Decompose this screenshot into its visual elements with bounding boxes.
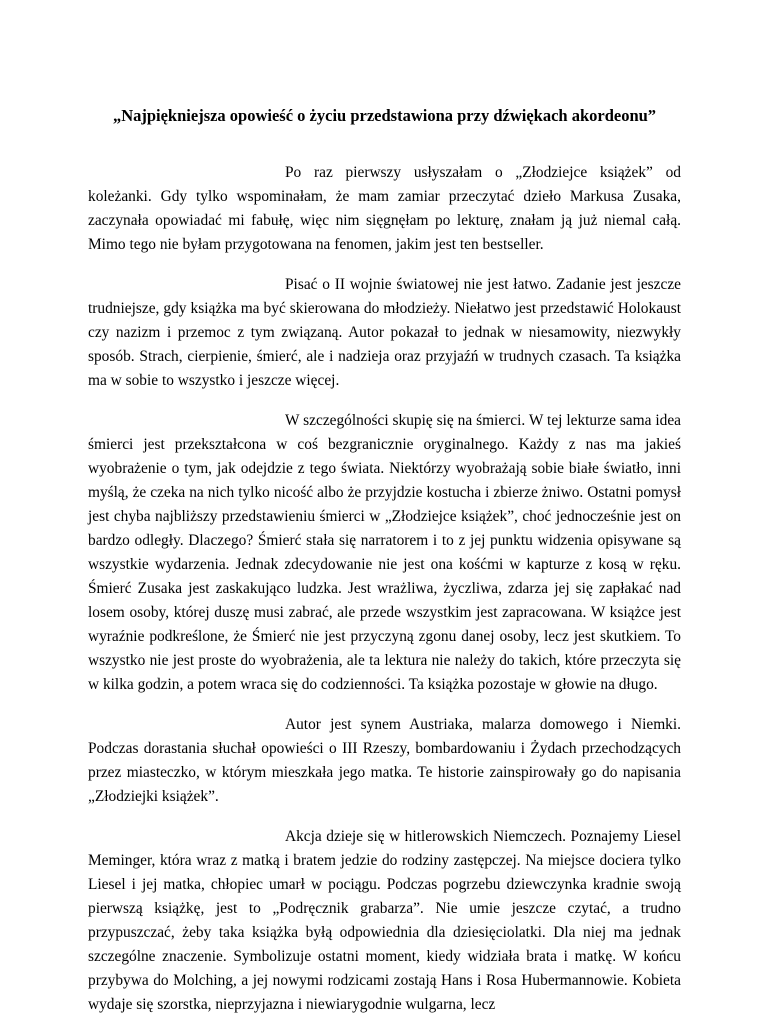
paragraph-2: Pisać o II wojnie światowej nie jest łatwo. Zadanie jest jeszcze trudniejsze, gdy książka ma być skierowana do młodzieży. Niełatwo jest przedstawić Holokaust czy nazizm i przemoc z tym związaną. Autor pokazał to jednak w niesamowity, niezwykły sposób. Strach, cierpienie, śmierć, ale i nadzieja oraz przyjaźń w trudnych czasach. Ta książka ma w sobie to wszystko i jeszcze więcej. bbox=[88, 276, 681, 389]
paragraph-3: W szczególności skupię się na śmierci. W tej lekturze sama idea śmierci jest przekształcona w coś bezgranicznie oryginalnego. Każdy z nas ma jakieś wyobrażenie o tym, jak odejdzie z tego świata. Niektórzy wyobrażają sobie białe światło, inni myślą, że czeka na nich tylko nicość albo że przyjdzie kostucha i zbierze żniwo. Ostatni pomysł jest chyba najbliższy przedstawieniu śmierci w „Złodziejce książek”, choć jednocześnie jest on bardzo odległy. Dlaczego? Śmierć stała się narratorem i to z jej punktu widzenia opisywane są wszystkie wydarzenia. Jednak zdecydowanie nie jest ona kośćmi w kapturze z kosą w ręku. Śmierć Zusaka jest zaskakująco ludzka. Jest wrażliwa, życzliwa, zdarza jej się zapłakać nad losem osoby, której duszę musi zabrać, ale przede wszystkim jest zapracowana. W książce jest wyraźnie podkreślone, że Śmierć nie jest przyczyną zgonu danej osoby, lecz jest skutkiem. To wszystko nie jest proste do wyobrażenia, ale ta lektura nie należy do takich, które przeczyta się w kilka godzin, a potem wraca się do codzienności. Ta książka pozostaje w głowie na długo. bbox=[88, 412, 681, 693]
document-title: „Najpiękniejsza opowieść o życiu przedstawiona przy dźwiękach akordeonu” bbox=[112, 106, 657, 125]
paragraph-5: Akcja dzieje się w hitlerowskich Niemczech. Poznajemy Liesel Meminger, która wraz z matką i bratem jedzie do rodziny zastępczej. Na miejsce dociera tylko Liesel i jej matka, chłopiec umarł w pociągu. Podczas pogrzebu dziewczynka kradnie swoją pierwszą książkę, jest to „Podręcznik grabarza”. Nie umie jeszcze czytać, a trudno przypuszczać, żeby taka książka byłą odpowiednia dla dziesięciolatki. Dla niej ma jednak szczególne znaczenie. Symbolizuje ostatni moment, kiedy widziała brata i matkę. W końcu przybywa do Molching, a jej nowymi rodzicami zostają Hans i Rosa Hubermannowie. Kobieta wydaje się szorstka, nieprzyjazna i niewiarygodnie wulgarna, lecz bbox=[88, 828, 681, 1013]
paragraph-1: Po raz pierwszy usłyszałam o „Złodziejce książek” od koleżanki. Gdy tylko wspominałam, że mam zamiar przeczytać dzieło Markusa Zusaka, zaczynała opowiadać mi fabułę, więc nim sięgnęłam po lekturę, znałam ją już niemal całą. Mimo tego nie byłam przygotowana na fenomen, jakim jest ten bestseller. bbox=[88, 164, 681, 253]
document-page bbox=[88, 0, 681, 1017]
paragraph-4: Autor jest synem Austriaka, malarza domowego i Niemki. Podczas dorastania słuchał opowieści o III Rzeszy, bombardowaniu i Żydach przechodzących przez miasteczko, w którym mieszkała jego matka. Te historie zainspirowały go do napisania „Złodziejki książek”. bbox=[88, 716, 681, 805]
